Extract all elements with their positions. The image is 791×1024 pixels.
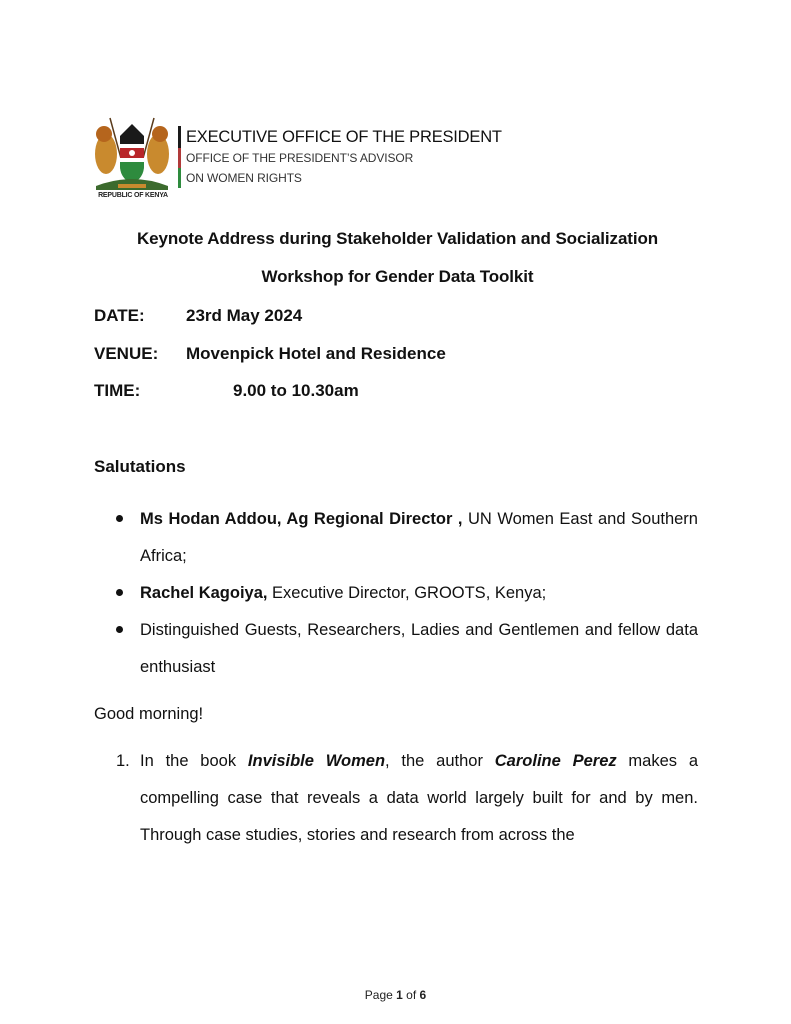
paragraph-item xyxy=(116,743,698,854)
green-bar xyxy=(178,168,181,188)
letterhead-text xyxy=(186,126,502,188)
page-mid: of xyxy=(402,988,420,1002)
salutation-name: Rachel Kagoiya, xyxy=(140,584,268,602)
paragraph-number: 1. xyxy=(116,752,130,770)
author-name: Caroline Perez xyxy=(494,752,617,770)
page-total: 6 xyxy=(419,988,427,1002)
office-subtitle-line1: OFFICE OF THE PRESIDENT’S ADVISOR xyxy=(186,151,414,165)
page-prefix: Page xyxy=(364,988,397,1002)
list-item xyxy=(116,612,698,686)
meta-value: 9.00 to 10.30am xyxy=(233,381,359,400)
meta-label: DATE: xyxy=(94,306,145,325)
document-title-line1: Keynote Address during Stakeholder Validation and Socialization xyxy=(136,229,659,248)
paragraph-text: , the author xyxy=(385,752,495,770)
meta-label: TIME: xyxy=(94,381,141,400)
meta-value: 23rd May 2024 xyxy=(186,306,303,325)
salutation-name: Ms Hodan Addou, Ag Regional Director , xyxy=(140,510,463,528)
book-title: Invisible Women xyxy=(247,752,386,770)
salutation-text: Distinguished Guests, Researchers, Ladies and Gentlemen and fellow data enthusiast xyxy=(140,621,698,676)
kenya-coat-of-arms-icon xyxy=(88,114,176,202)
paragraph-text: makes a compelling case that reveals a data world largely built for and by men. Through case studies, stories and research from across the xyxy=(140,752,699,844)
salutation-text: Executive Director, GROOTS, Kenya; xyxy=(267,584,547,602)
letterhead xyxy=(88,114,548,204)
office-subtitle-line2: ON WOMEN RIGHTS xyxy=(186,171,302,185)
list-item xyxy=(116,501,698,575)
page-footer xyxy=(0,988,791,1002)
document-title-line2: Workshop for Gender Data Toolkit xyxy=(261,267,534,286)
office-title: EXECUTIVE OFFICE OF THE PRESIDENT xyxy=(186,128,502,146)
bullet-icon xyxy=(116,626,123,633)
bullet-icon xyxy=(116,515,123,522)
list-item xyxy=(116,575,698,612)
letterhead-color-bars xyxy=(178,126,181,188)
red-bar xyxy=(178,148,181,168)
salutations-list xyxy=(116,501,698,686)
black-bar xyxy=(178,126,181,148)
numbered-paragraphs xyxy=(116,743,698,854)
emblem-caption: REPUBLIC OF KENYA xyxy=(98,192,168,199)
page-current: 1 xyxy=(396,988,403,1002)
bullet-icon xyxy=(116,589,123,596)
salutations-heading: Salutations xyxy=(94,457,186,476)
paragraph-text: In the book xyxy=(140,752,248,770)
salutation-text: UN Women East and Southern Africa; xyxy=(140,510,698,565)
greeting: Good morning! xyxy=(94,705,204,723)
meta-value: Movenpick Hotel and Residence xyxy=(186,344,446,363)
meta-label: VENUE: xyxy=(94,344,159,363)
